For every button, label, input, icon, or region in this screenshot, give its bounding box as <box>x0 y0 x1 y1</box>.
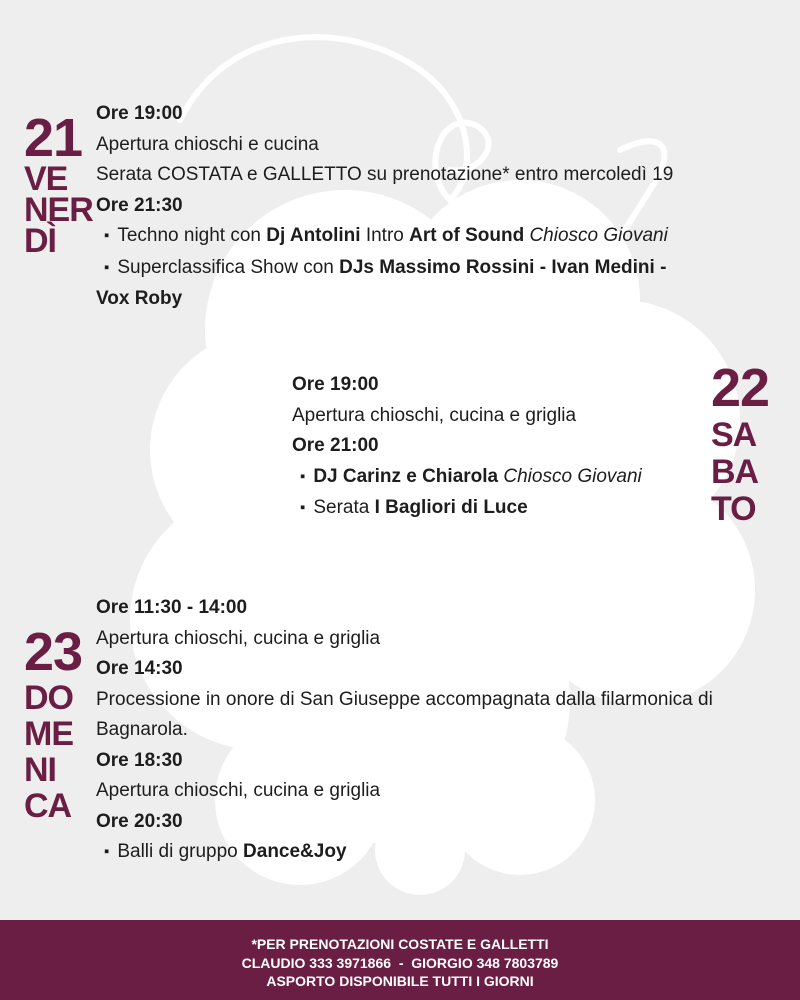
saturday-item-dj-carinz <box>292 462 702 494</box>
sunday-time-2: Ore 14:30 <box>96 658 183 679</box>
friday-day-syllable: NER <box>24 191 93 229</box>
footer-phone-contacts: CLAUDIO 333 3971866 - GIORGIO 348 7803789 <box>241 954 559 971</box>
saturday-day-syllable: SA <box>711 416 757 454</box>
sunday-day-number: 23 <box>24 622 83 682</box>
friday-item-djs: DJs Massimo Rossini - Ivan Medini - <box>339 256 667 278</box>
friday-item-venue: Chiosco Giovani <box>529 225 668 246</box>
friday-day-number: 21 <box>24 108 83 168</box>
saturday-item-dj: DJ Carinz e Chiarola <box>313 465 499 487</box>
friday-time-2: Ore 21:30 <box>96 194 183 216</box>
sunday-day-syllable: ME <box>24 715 73 753</box>
friday-date <box>24 108 93 260</box>
sunday-time-4: Ore 20:30 <box>96 810 183 832</box>
sunday-line-2: Processione in onore di San Giuseppe accompagnata dalla filarmonica di Bagnarola. <box>96 688 713 740</box>
friday-line-1: Apertura chioschi e cucina <box>96 133 319 155</box>
footer-takeaway-note: ASPORTO DISPONIBILE TUTTI I GIORNI <box>266 973 534 989</box>
friday-item-dj: Dj Antolini <box>266 225 361 246</box>
saturday-item-band: I Bagliori di Luce <box>374 497 528 518</box>
footer-booking-note: *PER PRENOTAZIONI COSTATE E GALLETTI <box>251 936 549 952</box>
sunday-day-syllable: DO <box>24 679 73 717</box>
saturday-schedule <box>292 370 702 525</box>
saturday-item-text: Serata <box>313 497 375 518</box>
friday-item-text: Superclassifica Show con <box>117 256 340 278</box>
friday-line-2: Serata COSTATA e GALLETTO su prenotazione* entro mercoledì 19 <box>96 164 674 185</box>
saturday-date <box>711 358 770 528</box>
sunday-item-group: Dance&Joy <box>243 841 347 862</box>
saturday-item-bagliori <box>292 493 702 525</box>
saturday-line-1: Apertura chioschi, cucina e griglia <box>292 404 577 426</box>
friday-item-text: Intro <box>360 225 410 246</box>
friday-time-1: Ore 19:00 <box>96 103 183 124</box>
saturday-time-2: Ore 21:00 <box>292 435 379 456</box>
friday-item-superclassifica <box>96 253 796 285</box>
saturday-day-syllable: TO <box>711 490 756 528</box>
friday-item-vox-roby: Vox Roby <box>96 288 183 309</box>
sunday-line-1: Apertura chioschi, cucina e griglia <box>96 627 381 649</box>
saturday-day-number: 22 <box>711 358 770 418</box>
sunday-day-syllable: NI <box>24 751 56 789</box>
friday-day-syllable: VE <box>24 160 68 198</box>
friday-item-art-of-sound: Art of Sound <box>409 225 525 246</box>
sunday-item-text: Balli di gruppo <box>117 841 244 862</box>
sunday-schedule <box>96 593 796 869</box>
friday-item-text: Techno night con <box>117 225 267 246</box>
sunday-day-syllable: CA <box>24 787 72 825</box>
saturday-day-syllable: BA <box>711 453 759 491</box>
friday-item-techno <box>96 221 796 253</box>
sunday-item-balli <box>96 837 796 869</box>
saturday-item-venue: Chiosco Giovani <box>503 465 642 487</box>
sunday-line-3: Apertura chioschi, cucina e griglia <box>96 780 381 801</box>
sunday-time-1: Ore 11:30 - 14:00 <box>96 597 248 618</box>
friday-schedule <box>96 99 796 315</box>
footer-banner <box>0 920 800 1000</box>
saturday-time-1: Ore 19:00 <box>292 374 379 395</box>
friday-day-syllable: DÌ <box>24 222 56 260</box>
sunday-date <box>24 622 83 825</box>
sunday-time-3: Ore 18:30 <box>96 749 183 771</box>
